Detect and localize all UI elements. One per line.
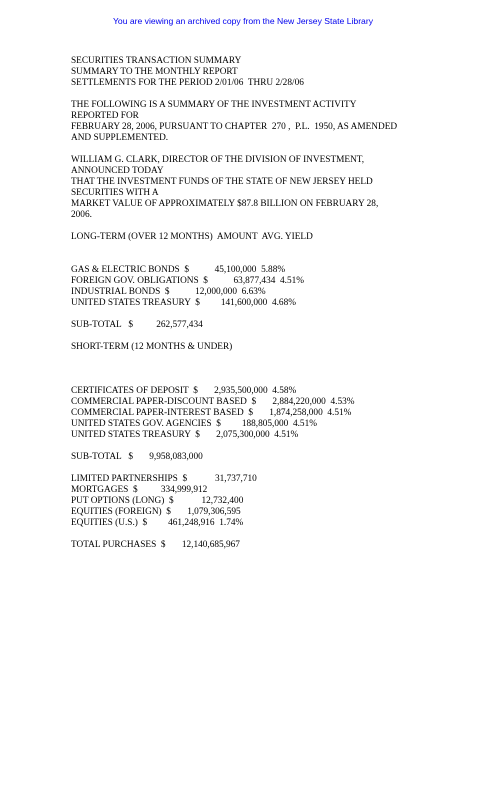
other-row: EQUITIES (U.S.) $ 461,248,916 1.74% [71,518,244,528]
long-term-row: INDUSTRIAL BONDS $ 12,000,000 6.63% [71,287,266,297]
other-row: PUT OPTIONS (LONG) $ 12,732,400 [71,496,244,506]
intro-line: THE FOLLOWING IS A SUMMARY OF THE INVESTMENT ACTIVITY [71,100,357,110]
long-term-row: FOREIGN GOV. OBLIGATIONS $ 63,877,434 4.51% [71,276,305,286]
short-term-row: CERTIFICATES OF DEPOSIT $ 2,935,500,000 4.58% [71,386,297,396]
intro-line: FEBRUARY 28, 2006, PURSUANT TO CHAPTER 270 , P.L. 1950, AS AMENDED [71,122,398,132]
other-row: LIMITED PARTNERSHIPS $ 31,737,710 [71,474,257,484]
long-term-row: GAS & ELECTRIC BONDS $ 45,100,000 5.88% [71,265,286,275]
short-term-row: COMMERCIAL PAPER-INTEREST BASED $ 1,874,258,000 4.51% [71,408,352,418]
announcement-line: 2006. [71,210,92,220]
document-body [71,56,411,551]
intro-line: AND SUPPLEMENTED. [71,133,169,143]
short-term-subtotal: SUB-TOTAL $ 9,958,083,000 [71,452,203,462]
short-term-row: UNITED STATES TREASURY $ 2,075,300,000 4.51% [71,430,299,440]
announcement-line: SECURITIES WITH A [71,188,159,198]
short-term-row: UNITED STATES GOV. AGENCIES $ 188,805,000 4.51% [71,419,317,429]
doc-subtitle: SUMMARY TO THE MONTHLY REPORT [71,67,238,77]
intro-line: REPORTED FOR [71,111,139,121]
other-row: MORTGAGES $ 334,999,912 [71,485,208,495]
announcement-line: MARKET VALUE OF APPROXIMATELY $87.8 BILLION ON FEBRUARY 28, [71,199,379,209]
total-purchases: TOTAL PURCHASES $ 12,140,685,967 [71,540,240,550]
long-term-row: UNITED STATES TREASURY $ 141,600,000 4.68% [71,298,296,308]
short-term-row: COMMERCIAL PAPER-DISCOUNT BASED $ 2,884,220,000 4.53% [71,397,355,407]
doc-title: SECURITIES TRANSACTION SUMMARY [71,56,242,66]
other-row: EQUITIES (FOREIGN) $ 1,079,306,595 [71,507,241,517]
long-term-subtotal: SUB-TOTAL $ 262,577,434 [71,320,203,330]
long-term-heading: LONG-TERM (OVER 12 MONTHS) AMOUNT AVG. YIELD [71,232,313,242]
archive-banner: You are viewing an archived copy from the New Jersey State Library [112,16,373,26]
announcement-line: WILLIAM G. CLARK, DIRECTOR OF THE DIVISION OF INVESTMENT, [71,155,365,165]
doc-period: SETTLEMENTS FOR THE PERIOD 2/01/06 THRU 2/28/06 [71,78,304,88]
announcement-line: THAT THE INVESTMENT FUNDS OF THE STATE OF NEW JERSEY HELD [71,177,373,187]
announcement-line: ANNOUNCED TODAY [71,166,164,176]
short-term-heading: SHORT-TERM (12 MONTHS & UNDER) [71,342,233,352]
